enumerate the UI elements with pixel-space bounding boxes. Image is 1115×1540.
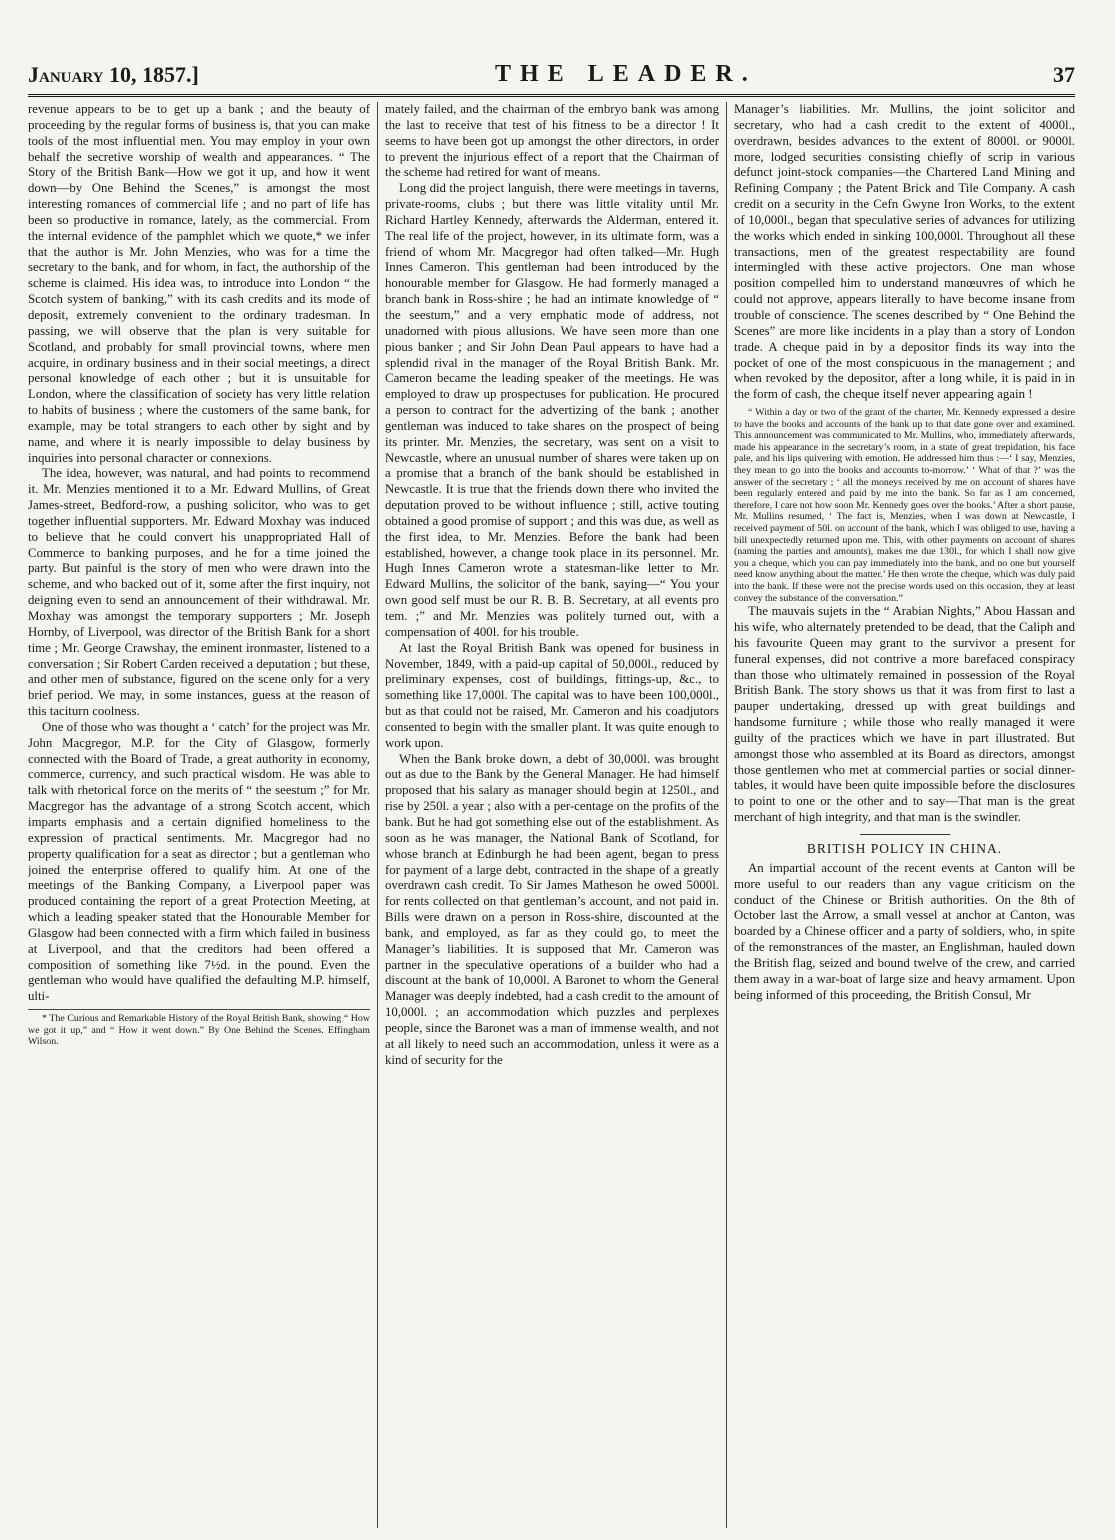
article-heading: BRITISH POLICY IN CHINA. — [806, 840, 1003, 856]
paragraph: mately failed, and the chairman of the embryo bank was among the last to receive that test of his fitness to be a director ! It seems to have been got up amongst the other directors, in order to prevent the injurious effect of a report that the Chairman of the scheme had retired for want of means. — [385, 102, 719, 180]
paragraph: An impartial account of the recent events at Canton will be more useful to our readers than any vague criticism on the conduct of the Chinese or British authorities. On the 8th of October last the Arrow, a small vessel at anchor at Canton, was boarded by a Chinese officer and a party of soldiers, who, in spite of the remonstrances of the master, an Englishman, hauled down the British flag, seized and bound twelve of the crew, and carried them away in a war-boat of large size and heavy armament. Upon being informed of this proceeding, the British Consul, Mr — [734, 860, 1075, 1002]
section-divider — [860, 834, 950, 835]
page-number: 37 — [1053, 62, 1075, 87]
column-2 — [377, 102, 726, 1528]
paragraph: The mauvais sujets in the “ Arabian Nights,” Abou Hassan and his wife, who alternately pretended to be dead, that the Caliph and his favourite Queen may grant to the survivor a present for funeral expenses, did not contrive a more barefaced conspiracy than those who ultimately remained in possession of the Royal British Bank. The story shows us that it was from first to last a pauper undertaking, dressed up with great buildings and handsome furniture ; while those who really managed it were guilty of the practices which we have in part illustrated. But amongst those who assembled at its Board as directors, amongst those gentlemen who met at commercial parties or social dinner-tables, it would have been quite impossible before the disclosures to point to one or the other and to say—That man is the great merchant of high integrity, and that man is the swindler. — [734, 604, 1075, 825]
masthead — [28, 48, 1075, 97]
paragraph: Long did the project languish, there were meetings in taverns, private-rooms, clubs ; but there was little vitality until Mr. Richard Hartley Kennedy, afterwards the Alderman, entered it. The real life of the project, however, in its ultimate form, was a friend of whom Mr. Macgregor had often talked—Mr. Hugh Innes Cameron. This gentleman had been introduced by the honourable member for Glasgow. He had formerly managed a branch bank in Ross-shire ; he had an intimate knowledge of “ the seestum,” and a very emphatic mode of address, not unadorned with pious allusions. We have seen more than one pious banker ; and Sir John Dean Paul appears to have had a splendid rival in the manager of the Royal British Bank. Mr. Cameron became the leading speaker of the meetings. He was employed to draw up prospectuses for publication. He procured a person to contract for the advertizing of the bank ; another gentleman was induced to take shares on the prospect of being its printer. Mr. Menzies, the secretary, was sent on a visit to Newcastle, where an unusual number of shares were taken up on a promise that a branch of the bank should be established in Newcastle. It is true that the friends down there who invited the deputation proved to be without influence ; still, active touting obtained a good promise of support ; and this was due, as well as the first idea, to Mr. Menzies. Before the bank had been established, however, a change took place in its personnel. Mr. Hugh Innes Cameron wrote a statesman-like letter to Mr. Edward Mullins, the solicitor of the bank, saying—“ You your own good self must be our R. B. B. Secretary, at all events pro tem. ;” and Mr. Menzies was politely turned out, with a compensation of 400l. for his trouble. — [385, 181, 719, 639]
paragraph: revenue appears to be to get up a bank ; and the beauty of proceeding by the regular forms of business is, that you can make tools of the most influential men. You may employ in your own behalf the secretive worship of wealth and appearances. “ The Story of the British Bank—How we got it up, and how it went down—by One Behind the Scenes,” is amongst the most interesting romances of commercial life ; and no part of life has been so productive in romance, lately, as the commercial. From the internal evidence of the pamphlet which we quote,* we infer that the author is Mr. John Menzies, who was for a time the secretary to the bank, and for whom, in fact, the authorship of the scheme is claimed. His idea was, to introduce into London “ the Scotch system of banking,” with its cash credits and its mode of deposit, extremely convenient to the ordinary tradesman. In passing, we will observe that the plan is very suitable for Scotland, and probably for small provincial towns, where men acquire, in ordinary business and in their social meetings, a direct personal knowledge of each other ; but it is unsuitable for London, where the classification of society has very little relation to habits of business ; where the customers of the same bank, for example, may be total strangers to each other by sight and by name, and where it is nearly impossible to delay business by inquiries into personal character or connexions. — [28, 102, 370, 465]
issue-date: January 10, 1857.] — [28, 62, 199, 87]
block-quote — [734, 407, 1075, 604]
paragraph: The idea, however, was natural, and had points to recommend it. Mr. Menzies mentioned it to a Mr. Edward Mullins, of Great James-street, Bedford-row, a pushing solicitor, who was to get together influential supporters. Mr. Edward Moxhay was induced to believe that he could convert his unappropriated Hall of Commerce to banking purposes, and he for a time joined the party. But painful is the story of men who were drawn into the scheme, and who backed out of it, some after the first inquiry, not deigning even to send an announcement of their withdrawal. Mr. Moxhay was amongst the temporary supporters ; Mr. Joseph Hornby, of Liverpool, was director of the British Bank for a short time ; Mr. George Crawshay, the eminent ironmaster, listened to a conversation ; Sir Robert Carden received a deputation ; but these, and other men of substance, figured on the scene only for a very brief period. We may, in some instances, guess at the reason of this taciturn coolness. — [28, 466, 370, 719]
column-1 — [28, 102, 377, 1528]
article-columns — [28, 102, 1075, 1528]
quote-text: “ Within a day or two of the grant of the charter, Mr. Kennedy expressed a desire to have the books and accounts of the bank up to that date gone over and examined. This announcement was communicated to Mr. Mullins, who, immediately afterwards, made his appearance in the secretary’s room, in a state of great trepidation, his face pale, and his lips quivering with emotion. He addressed him thus :—‘ I say, Menzies, they mean to go into the books and accounts to-morrow.’ ‘ What of that ?’ was the answer of the secretary ; ‘ all the moneys received by me on account of shares have been regularly entered and paid by me into the bank. So far as I am concerned, therefore, I care not how soon Mr. Kennedy goes over the books.’ After a short pause, Mr. Mullins resumed, ‘ The fact is, Menzies, when I was down at Newcastle, I received payment of 50l. on account of the bank, which I was obliged to use, having a bill unexpectedly returned upon me. This, with other payments on account of shares (naming the parties and amounts), makes me due 130l., for which I shall now give you a cheque, which you can pay immediately into the bank, and no one but yourself need know anything about the matter.’ He then wrote the cheque, which was duly paid into the bank. If these were not the precise words used on this occasion, they at least convey the substance of the conversation.” — [734, 407, 1075, 604]
publication-title: THE LEADER. — [495, 61, 757, 87]
column-3 — [726, 102, 1075, 1528]
paragraph: One of those who was thought a ‘ catch’ for the project was Mr. John Macgregor, M.P. for the City of Glasgow, formerly connected with the Board of Trade, a great authority in economy, commerce, currency, and such practical wisdom. He was able to talk with rhetorical force on the merits of “ the seestum ;” for Mr. Macgregor has the advantage of a strong Scotch accent, which imparts emphasis and a certain dignified homeliness to the expression of practical sentiments. Mr. Macgregor had no property qualification for a seat as director ; but a gentleman who joined the enterprise offered to qualify him. At one of the meetings of the Banking Company, a Liverpool paper was produced containing the report of a great Protection Meeting, at which a leading speaker stated that the Honourable Member for Glasgow had been connected with a firm which failed in business at Liverpool, and that the creditors had been offered a composition of something like 7½d. in the pound. Even the gentleman who would have qualified the defaulting M.P. himself, ulti- — [28, 719, 370, 1004]
paragraph: When the Bank broke down, a debt of 30,000l. was brought out as due to the Bank by the General Manager. He had himself proposed that his salary as manager should begin at 1250l., and rise by 250l. a year ; also with a per-centage on the profits of the bank. But he had got something else out of the establishment. As soon as he was manager, the National Bank of Scotland, for whose branch at Edinburgh he had been agent, began to press for payment of a large debt, contracted in the shape of a greatly overdrawn cash credit. To Sir James Matheson he owed 5000l. for rents collected on that gentleman’s account, and not paid in. Bills were drawn on a person in Ross-shire, discounted at the bank, and employed, as far as they could go, to meet the Manager’s liabilities. It is supposed that Mr. Cameron was partner in the speculative operations of a builder who had a discount at the bank of 10,000l. A Baronet to whom the General Manager was deeply indebted, had a cash credit to the amount of 10,000l. ; an accommodation which puzzles and perplexes people, since the Baronet was a man of immense wealth, and not at all likely to need such an accommodation, unless it were as a kind of security for the — [385, 751, 719, 1067]
paragraph: At last the Royal British Bank was opened for business in November, 1849, with a paid-up capital of 50,000l., reduced by preliminary expenses, cost of buildings, fittings-up, &c., to something like 17,000l. The capital was to have been 100,000l., but as that could not be raised, Mr. Cameron and his coadjutors consented to begin with the smaller plant. It was quite enough to work upon. — [385, 640, 719, 750]
footnote-text: * The Curious and Remarkable History of the Royal British Bank, showing “ How we got it up,” and “ How it went down.” By One Behind the Scenes. Effingham Wilson. — [28, 1013, 370, 1048]
paragraph: Manager’s liabilities. Mr. Mullins, the joint solicitor and secretary, who had a cash credit to the extent of 4000l., overdrawn, besides advances to the extent of 8000l. or 9000l. more, lodged securities consisting chiefly of scrip in various defunct joint-stock companies—the Chartered Land Mining and Refining Company ; the Patent Brick and Tile Company. A cash credit on a security in the Cefn Gwyne Iron Works, to the extent of 10,000l., began that speculative series of advances for utilizing the works which ended in sinking 100,000l. Throughout all these transactions, men of the greatest respectability are found intermingled with these active projectors. One man whose position compelled him to understand manœuvres of which he could not approve, appears literally to have become insane from trouble of conscience. The scenes described by “ One Behind the Scenes” are more like incidents in a play than a story of London trade. A cheque paid in by a depositor finds its way into the pocket of one of the most conspicuous in the management ; and when revoked by the depositor, after a long while, it is paid in in the form of cash, the cheque itself never appearing again ! — [734, 102, 1075, 402]
footnote — [28, 1009, 370, 1048]
